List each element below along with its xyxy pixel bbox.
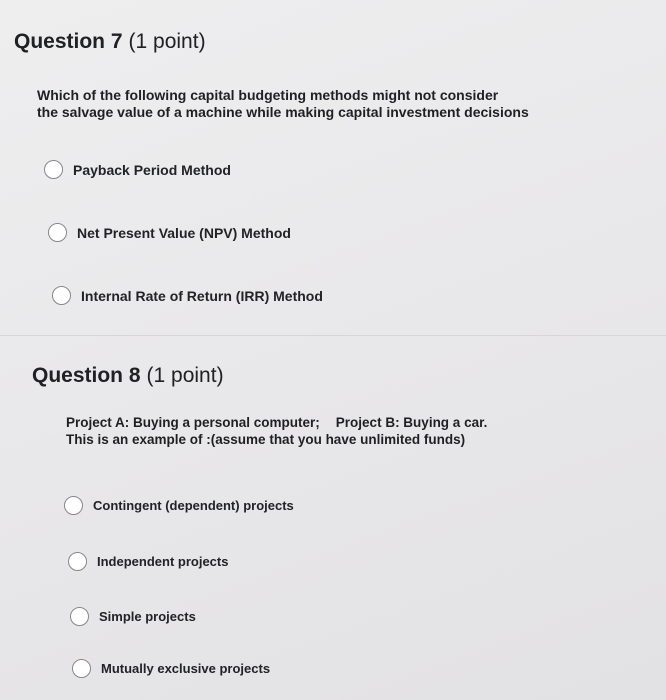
prompt-line: Which of the following capital budgeting methods might not consider (37, 87, 499, 103)
question-7-option-payback[interactable] (44, 160, 231, 179)
question-divider (0, 335, 666, 336)
question-7-option-npv[interactable] (48, 223, 291, 242)
prompt-line: This is an example of :(assume that you have unlimited funds) (66, 432, 466, 447)
radio-button[interactable] (68, 552, 87, 571)
radio-button[interactable] (44, 160, 63, 179)
option-label: Independent projects (97, 554, 229, 569)
prompt-line (66, 414, 487, 431)
question-8-option-simple[interactable] (70, 607, 196, 626)
question-7-option-irr[interactable] (52, 286, 323, 305)
option-label: Contingent (dependent) projects (93, 498, 294, 513)
question-8-title (32, 364, 224, 388)
radio-button[interactable] (48, 223, 67, 242)
radio-button[interactable] (70, 607, 89, 626)
radio-button[interactable] (52, 286, 71, 305)
option-label: Mutually exclusive projects (101, 661, 271, 676)
option-label: Internal Rate of Return (IRR) Method (81, 287, 323, 304)
question-7-prompt (37, 87, 529, 121)
question-8-option-independent[interactable] (68, 552, 228, 571)
question-title-text: Question 7 (14, 30, 123, 53)
option-label: Payback Period Method (73, 161, 231, 178)
question-8-prompt (66, 414, 487, 448)
radio-button[interactable] (64, 496, 83, 515)
question-7-title (14, 30, 206, 54)
option-label: Simple projects (99, 609, 196, 624)
project-b-text: Project B: Buying a car. (335, 415, 488, 430)
question-points: (1 point) (128, 30, 206, 53)
project-a-text: Project A: Buying a personal computer; (66, 415, 320, 430)
question-8-option-contingent[interactable] (64, 496, 294, 515)
question-points: (1 point) (146, 364, 224, 387)
radio-button[interactable] (72, 659, 91, 678)
prompt-line: the salvage value of a machine while making capital investment decisions (37, 104, 529, 120)
option-label: Net Present Value (NPV) Method (77, 224, 291, 241)
question-8-option-mutually-exclusive[interactable] (72, 659, 270, 678)
question-title-text: Question 8 (32, 364, 141, 387)
